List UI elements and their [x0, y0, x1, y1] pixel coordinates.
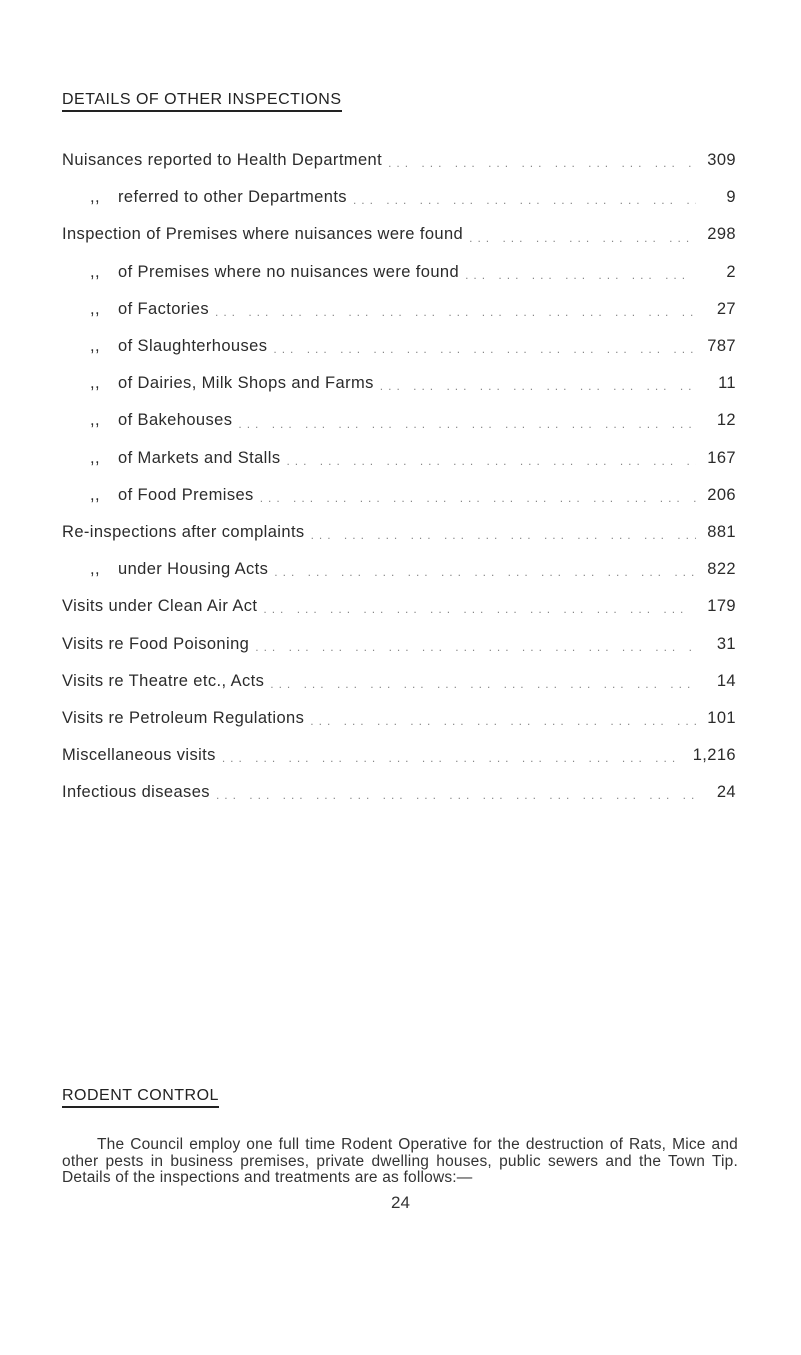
inspection-label-text: Visits re Petroleum Regulations [62, 708, 305, 727]
ditto-mark: ,, [90, 188, 100, 207]
inspection-count: 11 [696, 374, 736, 393]
ditto-mark: ,, [90, 337, 100, 356]
inspection-label-text: Miscellaneous visits [62, 746, 216, 765]
inspection-label-text: Re-inspections after complaints [62, 522, 305, 541]
inspection-label [62, 337, 273, 356]
inspection-row [62, 551, 736, 588]
inspection-label-text: Visits re Food Poisoning [62, 634, 250, 653]
inspection-label [62, 486, 260, 505]
inspection-label [62, 188, 353, 207]
inspection-label [62, 560, 274, 579]
inspection-count: 298 [696, 225, 736, 244]
inspection-row [62, 774, 736, 811]
inspection-label [62, 300, 215, 319]
dot-leader [380, 379, 696, 402]
inspection-label [62, 449, 286, 468]
inspection-label-text: Visits re Theatre etc., Acts [62, 671, 265, 690]
dot-leader [469, 231, 696, 254]
inspection-row [62, 737, 736, 774]
dot-leader [263, 602, 696, 625]
dot-leader [216, 788, 696, 811]
inspection-count: 309 [696, 151, 736, 170]
section-heading-other-inspections: DETAILS OF OTHER INSPECTIONS [62, 91, 342, 112]
inspection-row [62, 588, 736, 625]
inspection-label [62, 151, 388, 170]
dot-leader [274, 565, 696, 588]
inspection-count: 206 [696, 486, 736, 505]
inspection-count: 24 [696, 783, 736, 802]
inspection-label [62, 635, 255, 654]
inspection-label [62, 263, 465, 282]
inspection-count: 101 [696, 709, 736, 728]
dot-leader [465, 268, 696, 291]
ditto-mark: ,, [90, 448, 100, 467]
inspection-label-text: of Premises where no nuisances were found [118, 262, 460, 281]
dot-leader [260, 491, 696, 514]
inspection-count: 14 [696, 672, 736, 691]
dot-leader [286, 454, 696, 477]
ditto-mark: ,, [90, 560, 100, 579]
inspection-count: 822 [696, 560, 736, 579]
dot-leader [353, 193, 696, 216]
inspection-row [62, 700, 736, 737]
dot-leader [311, 528, 696, 551]
inspection-count: 787 [696, 337, 736, 356]
inspection-count: 9 [696, 188, 736, 207]
dot-leader [388, 156, 696, 179]
dot-leader [215, 305, 696, 328]
dot-leader [238, 417, 696, 440]
inspection-row [62, 440, 736, 477]
inspection-count: 2 [696, 263, 736, 282]
inspection-label-text: of Food Premises [118, 485, 254, 504]
inspections-list [62, 142, 736, 811]
dot-leader [310, 714, 696, 737]
page-number: 24 [391, 1193, 410, 1212]
inspection-label [62, 746, 222, 765]
inspection-row [62, 663, 736, 700]
inspection-count: 31 [696, 635, 736, 654]
inspection-label [62, 523, 311, 542]
inspection-label [62, 597, 263, 616]
ditto-mark: ,, [90, 262, 100, 281]
inspection-label-text: of Dairies, Milk Shops and Farms [118, 374, 374, 393]
ditto-mark: ,, [90, 299, 100, 318]
rodent-control-paragraph: The Council employ one full time Rodent Operative for the destruction of Rats, Mice and other pests in business premises, private dwelling houses, public sewers and the Town Tip. Details of the inspections and treatments are as follows:— [62, 1136, 738, 1186]
ditto-mark: ,, [90, 411, 100, 430]
inspection-label [62, 374, 380, 393]
section-heading-rodent-control: RODENT CONTROL [62, 1087, 219, 1108]
inspection-label-text: Nuisances reported to Health Department [62, 151, 383, 170]
inspection-row [62, 402, 736, 439]
inspection-label-text: of Slaughterhouses [118, 337, 268, 356]
inspection-label [62, 672, 270, 691]
inspection-row [62, 142, 736, 179]
inspection-row [62, 216, 736, 253]
inspection-label-text: Visits under Clean Air Act [62, 597, 258, 616]
ditto-mark: ,, [90, 485, 100, 504]
inspection-label [62, 411, 238, 430]
dot-leader [270, 677, 696, 700]
inspection-count: 167 [696, 449, 736, 468]
inspection-label [62, 225, 469, 244]
inspection-label-text: Infectious diseases [62, 783, 210, 802]
inspection-label-text: of Bakehouses [118, 411, 233, 430]
inspection-label-text: under Housing Acts [118, 560, 269, 579]
inspection-row [62, 291, 736, 328]
inspection-count: 12 [696, 411, 736, 430]
inspection-label [62, 709, 310, 728]
inspection-row [62, 477, 736, 514]
inspection-count: 1,216 [689, 746, 736, 765]
inspection-row [62, 328, 736, 365]
inspection-label-text: of Markets and Stalls [118, 448, 281, 467]
inspection-count: 881 [696, 523, 736, 542]
inspection-row [62, 254, 736, 291]
inspection-count: 27 [696, 300, 736, 319]
inspection-row [62, 365, 736, 402]
dot-leader [222, 751, 689, 774]
inspection-row [62, 514, 736, 551]
inspection-count: 179 [696, 597, 736, 616]
inspection-row [62, 179, 736, 216]
inspection-row [62, 625, 736, 662]
dot-leader [273, 342, 696, 365]
inspection-label-text: of Factories [118, 299, 209, 318]
inspection-label [62, 783, 216, 802]
inspection-label-text: Inspection of Premises where nuisances were found [62, 225, 464, 244]
inspection-label-text: referred to other Departments [118, 188, 347, 207]
ditto-mark: ,, [90, 374, 100, 393]
dot-leader [255, 640, 696, 663]
